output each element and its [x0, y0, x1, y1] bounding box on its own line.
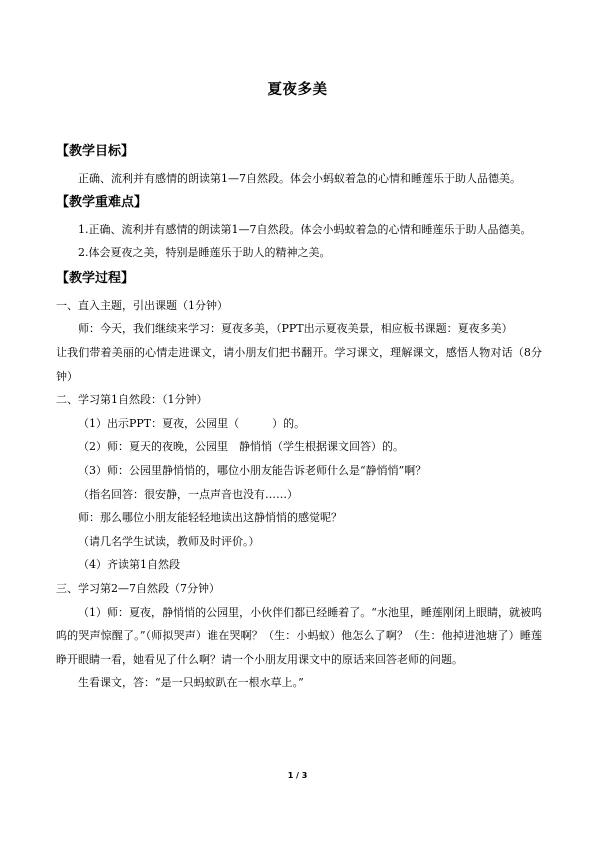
- process-line: （指名回答：很安静，一点声音也没有……）: [78, 487, 298, 501]
- section-heading-goals: 【教学目标】: [56, 144, 135, 159]
- goals-paragraph: 正确、流利并有感情的朗读第1—7自然段。体会小蚂蚁着急的心情和睡莲乐于助人品德美。: [78, 172, 521, 185]
- process-line: 生看课文，答：“是一只蚂蚁趴在一根水草上。”: [78, 676, 304, 690]
- section-heading-process: 【教学过程】: [56, 270, 135, 286]
- section-heading-key-points: 【教学重难点】: [56, 194, 148, 210]
- process-step-heading: 三、学习第2—7自然段（7分钟）: [56, 581, 220, 595]
- process-line: （2）师：夏天的夜晚，公园里 静悄悄（学生根据课文回答）的。: [78, 440, 404, 454]
- key-point-1: 1.正确、流利并有感情的朗读第1—7自然段。体会小蚂蚁着急的心情和睡莲乐于助人品德美。: [78, 222, 532, 236]
- page-number: 1 / 3: [287, 771, 308, 780]
- process-line: 师：那么哪位小朋友能轻轻地读出这静悄悄的感觉呢？: [78, 511, 342, 525]
- process-line: 师：今天，我们继续来学习：夏夜多美，（PPT出示夏夜美景，相应板书课题：夏夜多美）: [78, 322, 513, 336]
- process-step-heading: 一、直入主题，引出课题（1分钟）: [56, 298, 228, 312]
- document-title: 夏夜多美: [267, 82, 328, 98]
- document-body: [56, 141, 542, 695]
- process-line: （请几名学生试读，教师及时评价。）: [78, 534, 260, 548]
- process-step-heading: 二、学习第1自然段：（1分钟）: [56, 393, 208, 407]
- process-line: （3）师：公园里静悄悄的，哪位小朋友能告诉老师什么是“静悄悄”啊？: [78, 463, 427, 477]
- process-line: （4）齐读第1自然段: [78, 558, 180, 572]
- process-line: 让我们带着美丽的心情走进课文，请小朋友们把书翻开。学习课文，理解课文，感悟人物对话（8分钟）: [56, 345, 542, 383]
- process-line: （1）师：夏夜，静悄悄的公园里，小伙伴们都已经睡着了。“水池里，睡莲刚闭上眼睛，就被呜呜的哭声惊醒了。”（师拟哭声）谁在哭啊？（生：小蚂蚁）他怎么了啊？（生：他掉进池塘了）睡莲睁开眼睛一看，她看见了什么啊？请一个小朋友用课文中的原话来回答老师的问题。: [56, 605, 542, 666]
- key-point-2: 2.体会夏夜之美，特别是睡莲乐于助人的精神之美。: [78, 246, 331, 260]
- process-line: （1）出示PPT：夏夜，公园里（ ）的。: [78, 416, 306, 430]
